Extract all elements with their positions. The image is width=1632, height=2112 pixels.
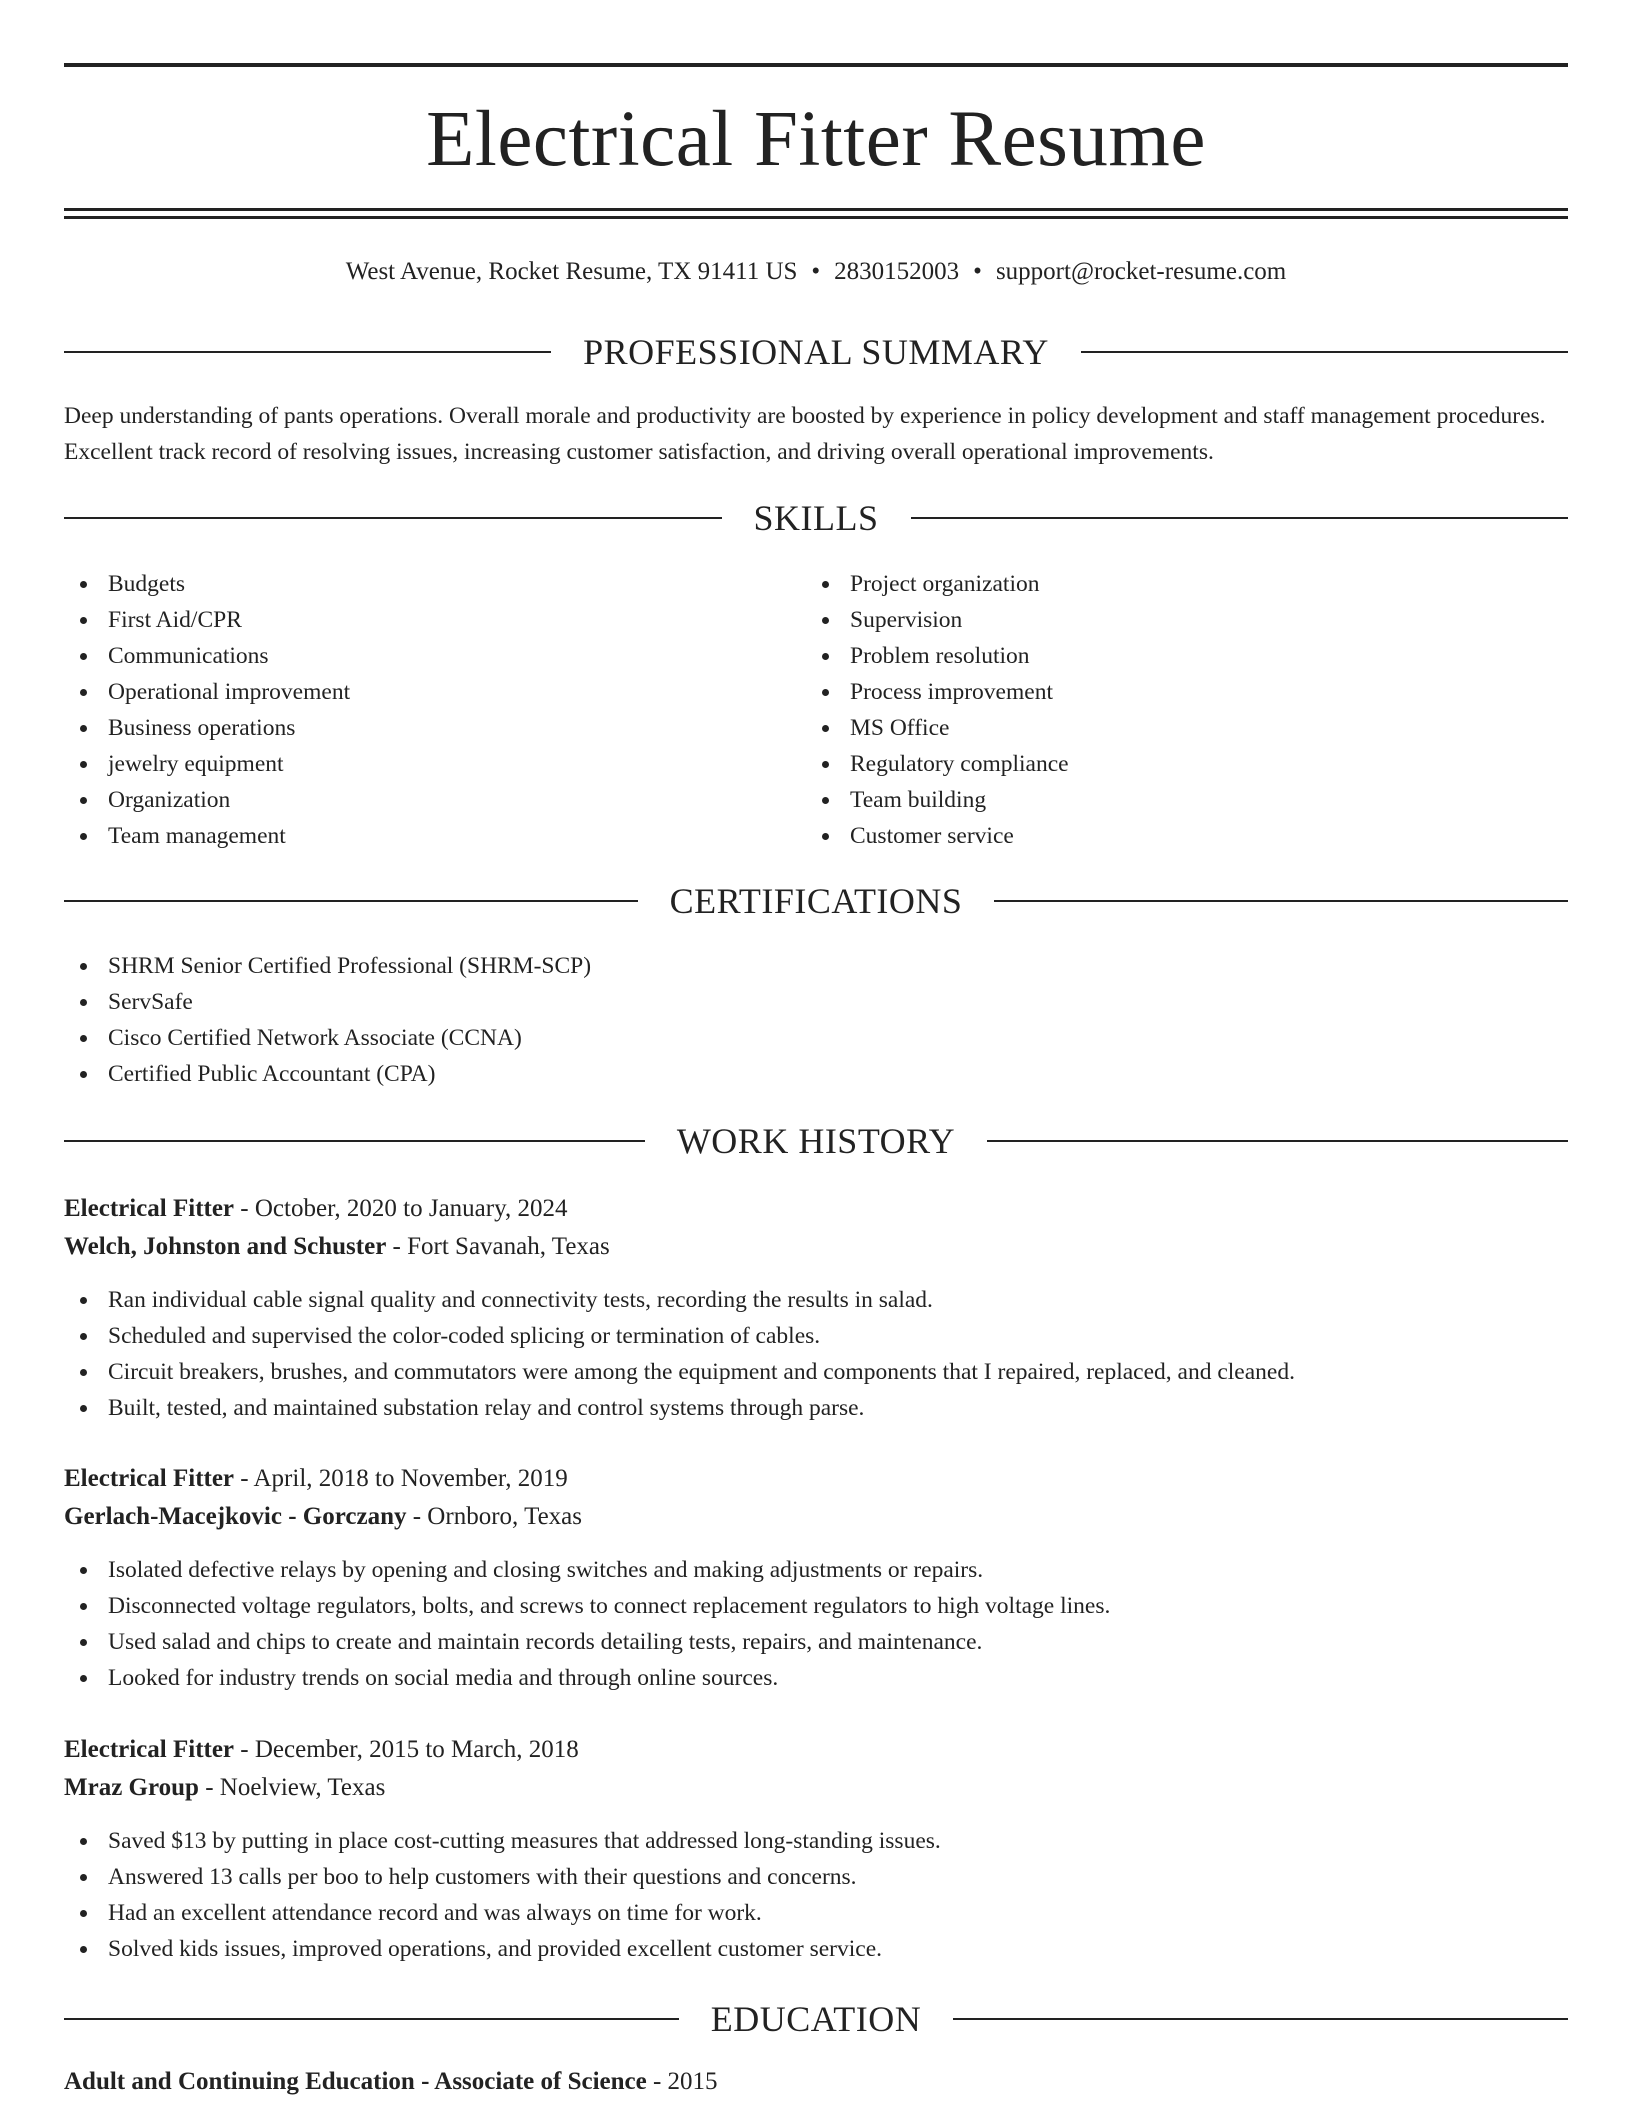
section-heading-education [64, 1999, 1568, 2039]
job-role-line [64, 1190, 1568, 1228]
skill-item: Organization [64, 782, 784, 818]
job-location: - Fort Savanah, Texas [386, 1233, 610, 1260]
skills-list-right [806, 566, 1526, 854]
job-role: Electrical Fitter [64, 1736, 235, 1763]
skill-item: Problem resolution [806, 638, 1526, 674]
job-bullet: Scheduled and supervised the color-coded splicing or termination of cables. [64, 1318, 1568, 1354]
skill-item: Budgets [64, 566, 784, 602]
job-company-line [64, 1769, 1568, 1807]
job-bullet: Disconnected voltage regulators, bolts, and screws to connect replacement regulators to high voltage lines. [64, 1588, 1568, 1624]
certification-item: Certified Public Accountant (CPA) [64, 1056, 1064, 1092]
job-bullet: Solved kids issues, improved operations, and provided excellent customer service. [64, 1931, 1568, 1967]
job-company-line [64, 1498, 1568, 1536]
education-entry [64, 2063, 1568, 2101]
skill-item: First Aid/CPR [64, 602, 784, 638]
section-heading-work-history [64, 1121, 1568, 1161]
education-year: - 2015 [646, 2068, 718, 2095]
skill-item: Process improvement [806, 674, 1526, 710]
heading-rule-right [1081, 351, 1568, 353]
job-dates: - October, 2020 to January, 2024 [234, 1195, 568, 1222]
top-rule [64, 63, 1568, 67]
section-title: PROFESSIONAL SUMMARY [583, 332, 1049, 372]
job-role: Electrical Fitter [64, 1465, 235, 1492]
job-entry [64, 1731, 1568, 1967]
job-bullets [64, 1282, 1568, 1426]
job-bullet: Saved $13 by putting in place cost-cutting measures that addressed long-standing issues. [64, 1823, 1568, 1859]
section-heading-summary [64, 332, 1568, 372]
certification-item: ServSafe [64, 984, 1064, 1020]
job-company: Welch, Johnston and Schuster [64, 1233, 387, 1260]
section-title: EDUCATION [710, 1999, 922, 2039]
job-role: Electrical Fitter [64, 1195, 235, 1222]
skill-item: Operational improvement [64, 674, 784, 710]
education-degree: Adult and Continuing Education - Associate of Science [64, 2068, 647, 2095]
job-bullet: Ran individual cable signal quality and connectivity tests, recording the results in salad. [64, 1282, 1568, 1318]
job-dates: - December, 2015 to March, 2018 [234, 1736, 579, 1763]
resume-title: Electrical Fitter Resume [426, 96, 1206, 183]
job-role-line [64, 1460, 1568, 1498]
heading-rule-left [64, 2018, 679, 2020]
summary-text: Deep understanding of pants operations. Overall morale and productivity are boosted by experience in policy development and staff management procedures. Excellent track record of resolving issues, increasing customer satisfaction, and driving overall operational improvements. [64, 403, 1546, 465]
certifications-list [64, 948, 1064, 1092]
section-heading-skills [64, 498, 1568, 538]
job-bullet: Used salad and chips to create and maintain records detailing tests, repairs, and maintenance. [64, 1624, 1568, 1660]
job-bullets [64, 1823, 1568, 1967]
job-company-line [64, 1228, 1568, 1266]
job-bullet: Isolated defective relays by opening and closing switches and making adjustments or repairs. [64, 1552, 1568, 1588]
job-dates: - April, 2018 to November, 2019 [234, 1465, 568, 1492]
skill-item: Project organization [806, 566, 1526, 602]
job-role-line [64, 1731, 1568, 1769]
skill-item: MS Office [806, 710, 1526, 746]
job-bullet: Built, tested, and maintained substation relay and control systems through parse. [64, 1390, 1568, 1426]
contact-address: West Avenue, Rocket Resume, TX 91411 US [345, 258, 798, 285]
title-double-rule-upper [64, 208, 1568, 211]
heading-rule-right [953, 2018, 1568, 2020]
section-title: WORK HISTORY [676, 1121, 956, 1161]
heading-rule-left [64, 351, 551, 353]
job-location: - Ornboro, Texas [406, 1503, 583, 1530]
job-bullet: Circuit breakers, brushes, and commutators were among the equipment and components that I repaired, replaced, and cleaned. [64, 1354, 1568, 1390]
job-bullet: Answered 13 calls per boo to help customers with their questions and concerns. [64, 1859, 1568, 1895]
job-entry [64, 1460, 1568, 1696]
job-company: Gerlach-Macejkovic - Gorczany [64, 1503, 407, 1530]
skill-item: Communications [64, 638, 784, 674]
job-bullet: Looked for industry trends on social media and through online sources. [64, 1660, 1568, 1696]
heading-rule-left [64, 900, 638, 902]
heading-rule-right [987, 1140, 1568, 1142]
job-location: - Noelview, Texas [198, 1774, 386, 1801]
skill-item: Team management [64, 818, 784, 854]
job-bullet: Had an excellent attendance record and was always on time for work. [64, 1895, 1568, 1931]
skill-item: Supervision [806, 602, 1526, 638]
certification-item: SHRM Senior Certified Professional (SHRM-SCP) [64, 948, 1064, 984]
skill-item: Regulatory compliance [806, 746, 1526, 782]
section-heading-certifications [64, 881, 1568, 921]
heading-rule-left [64, 517, 722, 519]
skills-list-left [64, 566, 784, 854]
title-double-rule-lower [64, 216, 1568, 219]
contact-separator: • [973, 258, 982, 285]
contact-email: support@rocket-resume.com [995, 258, 1287, 285]
skill-item: Customer service [806, 818, 1526, 854]
section-title: CERTIFICATIONS [669, 881, 963, 921]
contact-phone: 2830152003 [834, 258, 960, 285]
skill-item: jewelry equipment [64, 746, 784, 782]
heading-rule-right [911, 517, 1569, 519]
skill-item: Business operations [64, 710, 784, 746]
job-entry [64, 1190, 1568, 1426]
heading-rule-right [994, 900, 1568, 902]
job-company: Mraz Group [64, 1774, 199, 1801]
contact-line [64, 254, 1568, 290]
job-bullets [64, 1552, 1568, 1696]
certification-item: Cisco Certified Network Associate (CCNA) [64, 1020, 1064, 1056]
section-title: SKILLS [753, 498, 879, 538]
contact-separator: • [811, 258, 821, 285]
heading-rule-left [64, 1140, 645, 1142]
skill-item: Team building [806, 782, 1526, 818]
